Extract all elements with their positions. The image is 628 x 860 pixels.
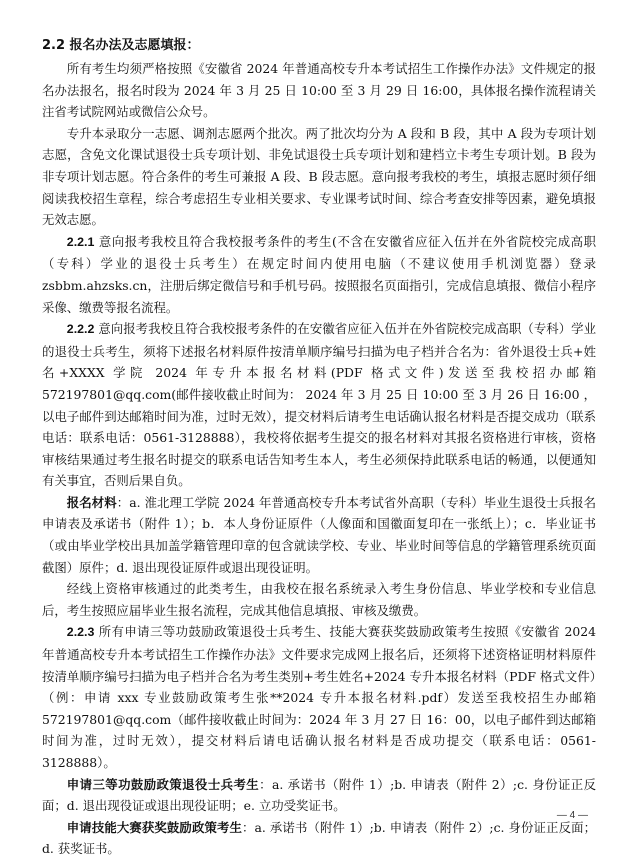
clause-text: 意向报考我校且符合我校报考条件的在安徽省应征入伍并在外省院校完成高职（专科）学业的退役士兵考生，须将下述报名材料原件按清单顺序编号扫描为电子档并合名为：省外退役士兵+姓名+XXXX 学院 2024 年专升本报名材料(PDF 格式文件)发送至我校招办邮箱 572197801@qq.com(邮件接收截止时间为： 2024 年 3 月 25 日 10:00 至 3 月 26 日 16:00 ，以电子邮件到达邮箱时间为准，过时无效），提交材料后请考生电话确认报名材料是否提交成功（联系电话：联系电话：0561-3128888），我校将依据考生提交的报名材料对其报名资格进行审核，资格审核结果通过考生报名时提交的联系电话告知考生本人，考生必须保持此联系电话的畅通，以便通知有关事宜，否则后果自负。 [42, 321, 596, 489]
clause-number: 2.2.1 [66, 234, 95, 249]
clause-text: 所有申请三等功鼓励政策退役士兵考生、技能大赛获奖鼓励政策考生按照《安徽省 2024 年普通高校专升本考试招生工作操作办法》文件要求完成网上报名后，还须将下述资格证明材料原件按清单顺序编号扫描为电子档并合名为考生类别+考生姓名+2024 专升本报名材料（PDF 格式文件）（例：申请 xxx 专业鼓励政策考生张**2024 专升本报名材料.pdf）发送至我校招生办邮箱 572197801@qq.com（邮件接收截止时间为：2024 年 3 月 27 日 16：00，以电子邮件到达邮箱时间为准，过时无效），提交材料后请电话确认报名材料是否成功提交（联系电话：0561-3128888）。 [42, 624, 596, 770]
clause-number: 2.2.3 [66, 625, 95, 640]
page-number: — 4 — [556, 810, 588, 821]
skill-label: 申请技能大赛获奖鼓励政策考生 [66, 819, 243, 835]
clause-text: 意向报考我校且符合我校报考条件的考生(不含在安徽省应征入伍并在外省院校完成高职（专科）学业的退役士兵考生）在规定时间内使用电脑（不建议使用手机浏览器）登录 zsbbm.ahzsks.cn，注册后绑定微信号和手机号码。按照报名页面指引，完成信息填报、微信小程序采像、缴费等报名流程。 [42, 233, 596, 315]
paragraph-merit-veterans [42, 774, 596, 817]
paragraph-2-2-1 [42, 231, 596, 318]
section-heading: 2.2 报名办法及志愿填报： [42, 38, 200, 53]
paragraph-registration: 所有考生均须严格按照《安徽省 2024 年普通高校专升本考试招生工作操作办法》文件规定的报名办法报名，报名时段为 2024 年 3 月 25 日 10:00 至 3 月 29 日 16:00，具体报名操作流程请关注省考试院网站或微信公众号。 [42, 61, 596, 120]
materials-label: 报名材料 [66, 494, 117, 510]
paragraph-2-2-2 [42, 318, 596, 492]
page-body [42, 36, 596, 860]
paragraph-review: 经线上资格审核通过的此类考生，由我校在报名系统录入考生身份信息、毕业学校和专业信息后，考生按照应届毕业生报名流程，完成其他信息填报、审核及缴费。 [42, 581, 596, 618]
merit-label: 申请三等功鼓励政策退役士兵考生 [66, 776, 260, 792]
paragraph-2-2-3 [42, 621, 596, 773]
paragraph-volunteer-batches: 专升本录取分一志愿、调剂志愿两个批次。两了批次均分为 A 段和 B 段，其中 A 段为专项计划志愿，含免文化课试退役士兵专项计划、非免试退役士兵专项计划和建档立卡考生专项计划。B 段为非专项计划志愿。符合条件的考生可兼报 A 段、B 段志愿。意向报考我校的考生，填报志愿时须仔细阅读我校招生章程，综合考虑招生专业相关要求、专业课考试时间、综合考查安排等因素，避免填报无效志愿。 [42, 125, 596, 228]
paragraph-skill-contest [42, 817, 596, 860]
clause-number: 2.2.2 [66, 322, 95, 337]
skill-text: ：a. 承诺书（附件 1）;b. 申请表（附件 2）;c. 身份证正反面；d. 获奖证书。 [42, 819, 596, 857]
materials-text: ：a. 淮北理工学院 2024 年普通高校专升本考试省外高职（专科）毕业生退役士兵报名申请表及承诺书（附件 1）；b．本人身份证原件（人像面和国徽面复印在一张纸上）；c．毕业证书（或由毕业学校出具加盖学籍管理印章的包含就读学校、专业、毕业时间等信息的学籍管理系统页面截图）原件；d. 退出现役证原件或退出现役证明。 [42, 494, 596, 575]
paragraph-materials [42, 492, 596, 578]
merit-text: ：a. 承诺书（附件 1）;b. 申请表（附件 2）;c. 身份证正反面；d. 退出现役证或退出现役证明；e. 立功受奖证书。 [42, 776, 597, 814]
